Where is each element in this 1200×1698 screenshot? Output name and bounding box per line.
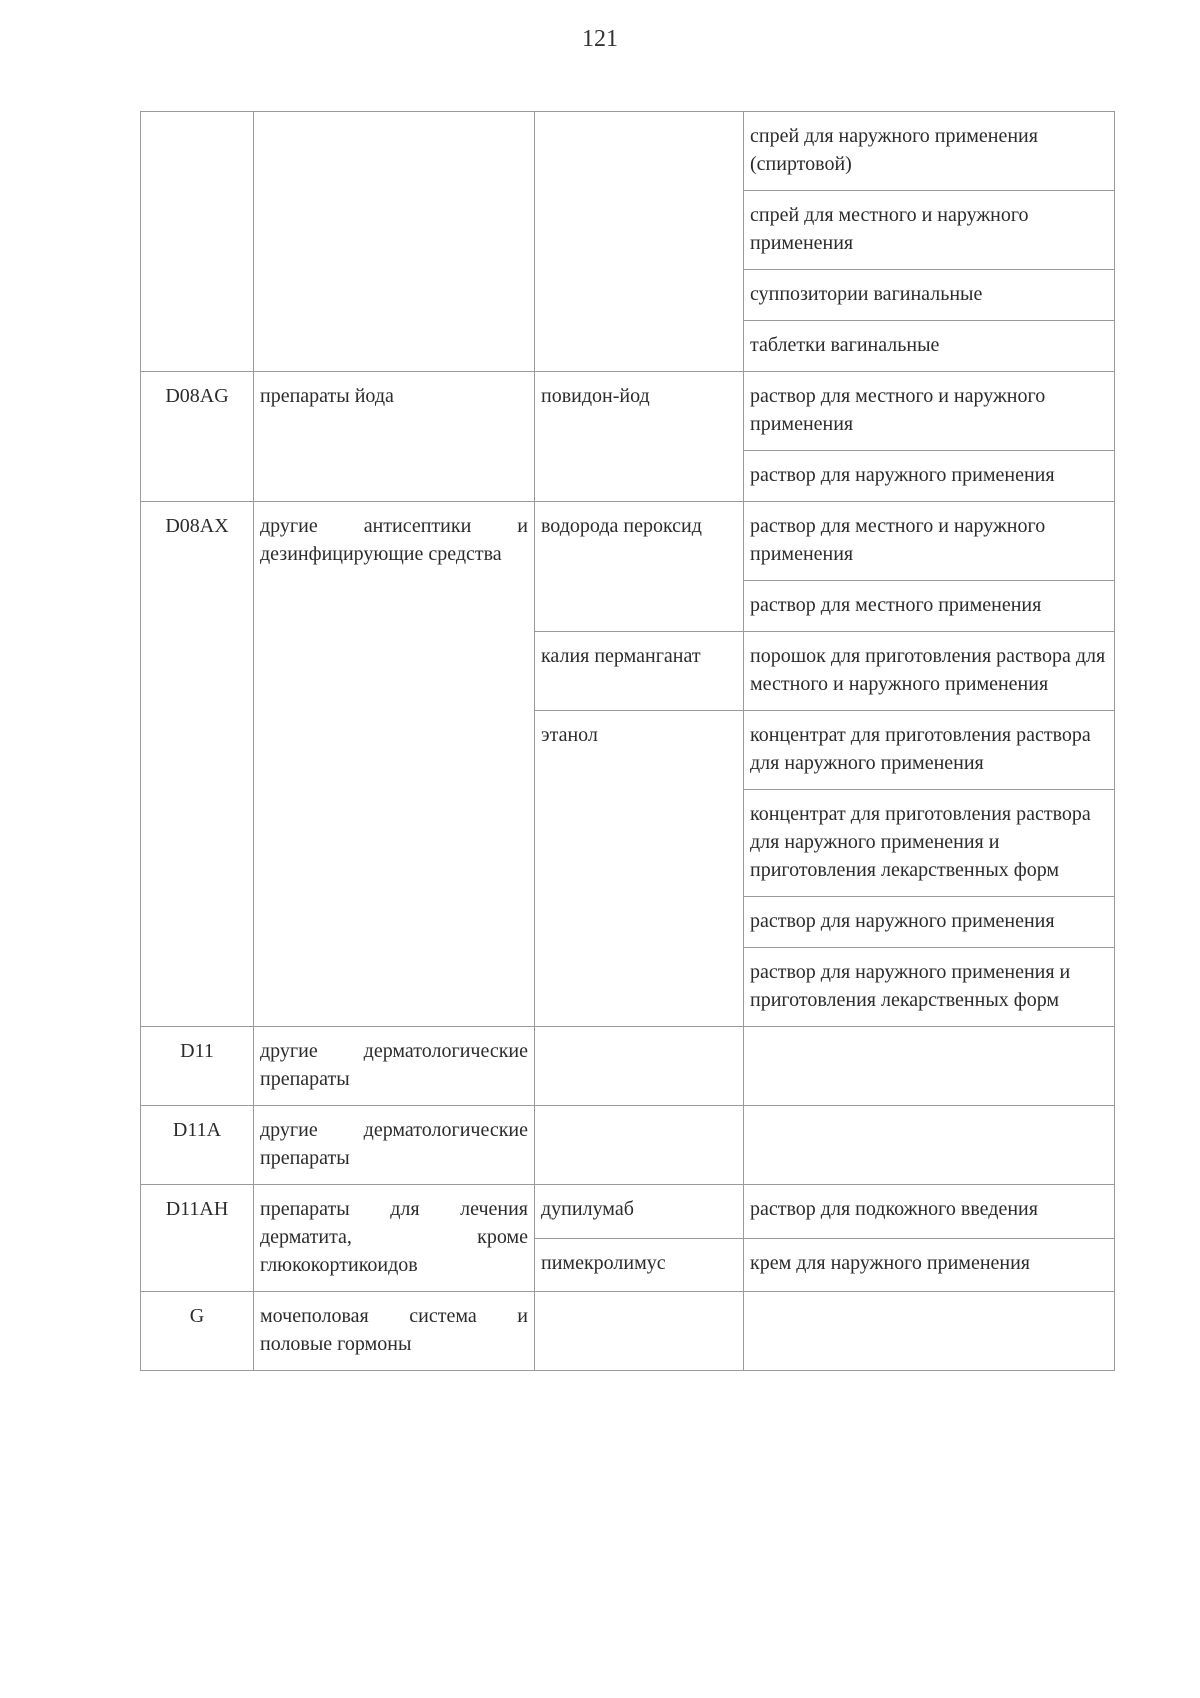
table-row — [141, 112, 1115, 191]
table-row — [141, 1185, 1115, 1239]
substance-cell: водорода пероксид — [535, 502, 744, 632]
page-number: 121 — [582, 26, 618, 52]
atc-code-cell: D11 — [141, 1027, 254, 1106]
substance-cell: пимекролимус — [535, 1238, 744, 1292]
substance-cell: повидон-йод — [535, 372, 744, 502]
atc-code-cell: D11A — [141, 1106, 254, 1185]
group-name-cell: другие антисептики и дезинфицирующие средства — [254, 502, 535, 1027]
dosage-form-cell: порошок для приготовления раствора для местного и наружного применения — [744, 632, 1115, 711]
dosage-form-cell: спрей для местного и наружного применения — [744, 191, 1115, 270]
substance-cell: этанол — [535, 711, 744, 1027]
atc-code-cell — [141, 112, 254, 372]
table-row — [141, 372, 1115, 451]
dosage-form-cell — [744, 1292, 1115, 1371]
group-name-cell: препараты для лечения дерматита, кроме глюкокортикоидов — [254, 1185, 535, 1292]
dosage-form-cell: суппозитории вагинальные — [744, 270, 1115, 321]
dosage-form-cell: концентрат для приготовления раствора для наружного применения и приготовления лекарственных форм — [744, 790, 1115, 897]
dosage-form-cell: раствор для наружного применения и приготовления лекарственных форм — [744, 948, 1115, 1027]
dosage-form-cell: раствор для наружного применения — [744, 451, 1115, 502]
table-row — [141, 1292, 1115, 1371]
dosage-form-cell: раствор для местного применения — [744, 581, 1115, 632]
dosage-form-cell: таблетки вагинальные — [744, 321, 1115, 372]
substance-cell — [535, 1292, 744, 1371]
substance-cell — [535, 112, 744, 372]
dosage-form-cell: раствор для подкожного введения — [744, 1185, 1115, 1239]
dosage-form-cell: спрей для наружного применения (спиртовой) — [744, 112, 1115, 191]
table-row — [141, 502, 1115, 581]
group-name-cell: другие дерматологические препараты — [254, 1027, 535, 1106]
dosage-form-cell: концентрат для приготовления раствора для наружного применения — [744, 711, 1115, 790]
atc-code-cell: D08AX — [141, 502, 254, 1027]
atc-code-cell: D11AH — [141, 1185, 254, 1292]
group-name-cell: другие дерматологические препараты — [254, 1106, 535, 1185]
substance-cell — [535, 1106, 744, 1185]
substance-cell: калия перманганат — [535, 632, 744, 711]
group-name-cell — [254, 112, 535, 372]
drug-table — [140, 111, 1115, 1371]
group-name-cell: препараты йода — [254, 372, 535, 502]
substance-cell: дупилумаб — [535, 1185, 744, 1239]
atc-code-cell: G — [141, 1292, 254, 1371]
dosage-form-cell: раствор для наружного применения — [744, 897, 1115, 948]
dosage-form-cell — [744, 1027, 1115, 1106]
dosage-form-cell: раствор для местного и наружного применения — [744, 502, 1115, 581]
table-row — [141, 1106, 1115, 1185]
group-name-cell: мочеполовая система и половые гормоны — [254, 1292, 535, 1371]
dosage-form-cell — [744, 1106, 1115, 1185]
substance-cell — [535, 1027, 744, 1106]
atc-code-cell: D08AG — [141, 372, 254, 502]
dosage-form-cell: крем для наружного применения — [744, 1238, 1115, 1292]
table-row — [141, 1027, 1115, 1106]
dosage-form-cell: раствор для местного и наружного применения — [744, 372, 1115, 451]
